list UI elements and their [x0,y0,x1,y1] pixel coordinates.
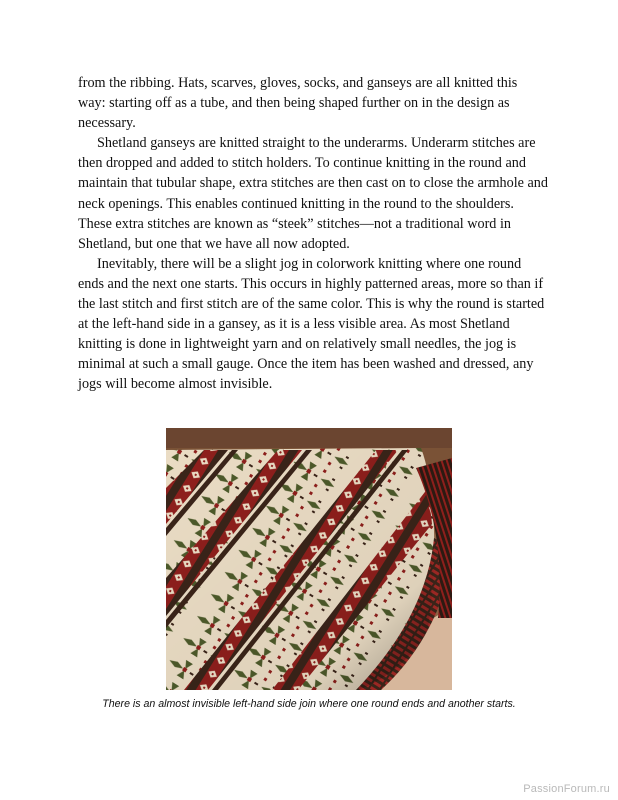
figure-caption: There is an almost invisible left-hand side join where one round ends and another starts. [102,698,516,710]
paragraph-1: from the ribbing. Hats, scarves, gloves, socks, and ganseys are all knitted this way: starting off as a tube, and then being shaped further on in the design as necessary. [78,75,518,132]
paragraph-2: Shetland ganseys are knitted straight to the underarms. Underarm stitches are then dropped and added to stitch holders. To continue knitting in the round and maintain that tubular shape, extra stitches are then cast on to close the armhole and neck openings. This enables continued knitting in the round to the shoulders. These extra stitches are known as “steek” stitches—not a traditional word in Shetland, but one that we have all now adopted. [78,135,548,252]
body-text [78,73,548,395]
watermark: PassionForum.ru [523,783,610,795]
knitted-fabric [166,448,452,690]
paragraph-3: Inevitably, there will be a slight jog in colorwork knitting where one round ends and the next one starts. This occurs in highly patterned areas, more so than if the last stitch and first stitch are of the same color. This is why the round is started at the left-hand side in a gansey, as it is a less visible area. As most Shetland knitting is done in lightweight yarn and on relatively small needles, the jog is minimal at such a small gauge. Once the item has been washed and dressed, any jogs will become almost invisible. [78,255,545,393]
knitting-photo [166,428,452,690]
fair-isle-knitting-illustration [166,428,452,690]
